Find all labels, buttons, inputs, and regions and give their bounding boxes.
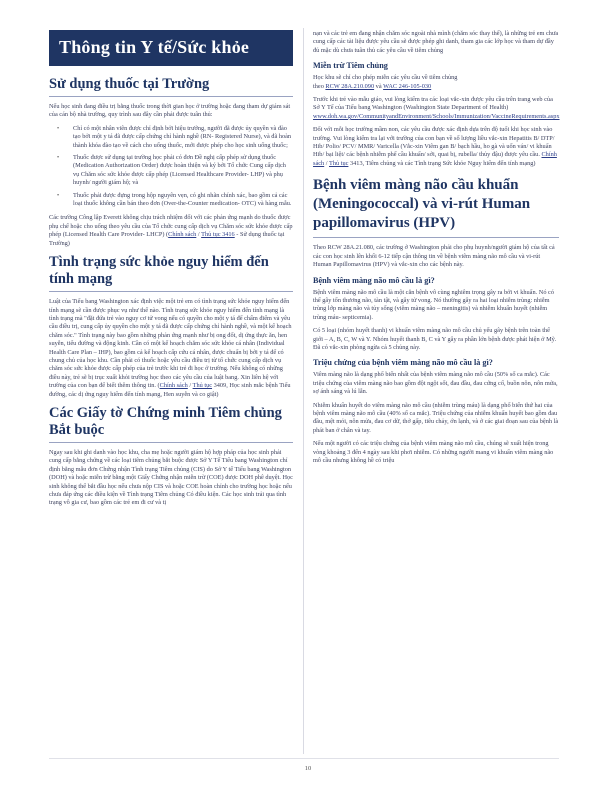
subheading-symptoms: Triệu chứng của bệnh viêm màng não mô cầu là gì? [313,358,493,368]
life-threatening-body: Luật của Tiểu bang Washington xác định việc một trẻ em có tình trạng sức khỏe nguy hiểm đến tính mạng sẽ cần được phục vụ như thế nào. Tình trạng sức khỏe nguy hiểm đến tính mạng là tình trạng mà "đặt đứa trẻ vào nguy cơ tử vong nếu có quyền cho một y tá để chấm điểm và yêu cầu điều trị, cung cấp ủy quyền cho một y tá đã được cấp chứng chỉ hành nghề, và một kế hoạch chăm sóc." Tình trạng này bao gồm những phản ứng mạnh như bị ong đốt, dị ứng thực ăn, hen suyễn, tiểu đường và động kinh. Cần có một kế hoạch chăm sóc sức khỏe cá nhân (Individual Health Care Plan – IHP), bao gồm cả kế hoạch cấp cứu cá nhân, được chuẩn bị bởi y tá để có chung chủ của học khu. Cần phải có thuốc hoặc yêu cầu điều trị từ tổ chức cung cấp dịch vụ chăm sóc sức khỏe được cấp phép của trẻ trước khi trẻ đi học ở trường. Nếu không có những điều này, trẻ sẽ bị trục xuất khỏi trường học theo các yêu cầu của luật bang. Xin liên hệ với trường của con bạn để biết thêm thông tin. (Chính sách / Thủ tục 3409, Học sinh mắc bệnh Tiểu đường, các dị ứng nguy hiểm đến tính mạng, Hen suyễn và co giật) [49,298,292,398]
section-heading-meningococcal: Bệnh viêm màng não cầu khuẩn (Meningococcal) và vi-rút Human papillomavirus (HPV) [313,176,559,238]
bullet-item: • Thuốc được sử dụng tại trường học phải có đơn Đề nghị cấp phép sử dụng thuốc (Medication Authorization Order) được hoàn thiện và ký bởi Tổ chức Cung cấp dịch vụ Chăm sóc sức khỏe được cấp phép (Licensed Healthcare Provider- LHP) và phụ huynh/ người giám hộ; và [57,154,286,187]
procedure-link[interactable]: Thủ tục [192,382,213,390]
doh-link[interactable]: www.doh.wa.gov/CommunityandEnvironment/Schools/Immunization/VaccineRequirements.aspx [313,112,560,120]
page-number: 10 [304,765,312,772]
vaccine-doses-text: Đối với mỗi học trường mầm non, các yêu cầu được xác định dựa trên độ tuổi khi học sinh vào trường. Vui lòng kiểm tra lại với trường của con bạn về số lượng liều vắc-xin Hepatitis B/ DTP/ Hib/ Polio/ PCV/ MMR/ Varicella (Vắc-xin Viêm gan B/ bạch hầu, ho gà và uốn ván/ vi khuẩn Hib/ bại liệt/ các bệnh nhiễm phế cầu khuẩn/ sởi, quai bị, rubella/ thủy đậu) được yêu cầu. Chính sách / Thủ tục 3413, Tiêm chủng và các Tình trạng Sức khỏe Nguy hiểm đến tính mạng) [313,126,557,167]
section-heading-life-threatening: Tình trạng sức khỏe nguy hiểm đến tính mạng [49,254,293,292]
immunization-continued: nạn và các trẻ em đang nhận chăm sóc ngoài nhà mình (chăm sóc thay thế), là những trẻ em chưa cung cấp các tài liệu được yêu cầu sẽ được phép ghi danh, tham gia các lớp học và tham dự đầy đủ mặc dù chưa tuân thủ các yêu cầu về tiêm chủng [313,30,559,54]
rcw-link[interactable]: RCW 28A.210.090 [325,82,375,90]
medication-bullet-list [49,125,293,209]
meningococcal-intro: Theo RCW 28A.21.080, các trường ở Washington phải cho phụ huynh/người giám hộ của tất cả các con học sinh lên khối 6-12 tiếp cận thông tin về bệnh viêm màng não mô cầu và vi-rút Human Papillomavirus (HPV) và vắc-xin cho các bệnh này. [313,244,555,269]
left-column [49,30,293,513]
column-divider [303,28,304,754]
what-is-para-1: Bệnh viêm màng não mô cầu là một căn bệnh vô cùng nghiêm trọng gây ra bởi vi khuẩn. Nó có thể gây tổn thương não, tàn tật, và gây tử vong. Nó thường gây ra hai loại nhiễm trùng: nhiễm trùng lớp màng não và tủy sống (viêm màng não – meningitis) và nhiễm khuẩn huyết (nhiễm trùng máu- septicemia). [313,288,554,321]
exemption-text: Học khu sẽ chỉ cho phép miễn các yêu cầu về tiêm chủng theo RCW 28A.210.090 và WAC 246-105-030 [313,74,458,90]
medication-intro: Nếu học sinh đang điều trị bằng thuốc trong thời gian học ở trường hoặc đang tham dự giám sát của cán bộ nhà trường, quy trình sau đây cần phải được tuân thủ: [49,103,291,119]
bullet-item: • Chỉ có một nhân viên được chỉ định bởi hiệu trưởng, người đã được ủy quyền và đào tạo bởi một y tá đã được cấp chứng chỉ hành nghề (RN- Registered Nurse), và đã hoàn thành khóa đào tạo về cách cho uống thuốc, mới được phép cho học sinh uống thuốc; [57,124,292,149]
bullet-icon: • [57,155,60,162]
subheading-exemption: Miễn trừ Tiêm chủng [313,61,388,71]
section-heading-medication: Sử dụng thuốc tại Trường [49,76,293,97]
symptoms-para-2: Nhiễm khuẩn huyết do viêm màng não mô cầu (nhiễm trùng máu) là dạng phổ biến thứ hai của bệnh viêm màng não mô cầu (40% số ca mắc). Triệu chứng của nhiễm khuẩn huyết bao gồm đau đầu, mệt mỏi, nôn mửa, đau cơ dữ, thở gấp, tiêu chảy, ớn lạnh, và ở các giai đoạn sau của bệnh là phát ban ở chân và tay. [313,401,559,434]
policy-link[interactable]: Chính sách [159,382,188,390]
procedure-link[interactable]: Thủ tục [329,159,349,167]
immunization-body: Ngay sau khi ghi danh vào học khu, cha mẹ hoặc người giám hộ hợp pháp của học sinh phải cung cấp bằng chứng về các loại tiêm chủng bắt buộc được Sở Y Tế Tiểu bang Washington chỉ định bằng mẫu đơn Chứng nhận Tình trạng Tiêm chủng (CIS) do Sở Y tế Tiểu bang Washington (DOH) và hoặc miễn trừ bằng một Giấy Chứng nhận miễn trừ (COE) được DOH phê duyệt. Học sinh không thể bắt đầu học nếu chưa nộp CIS và hoặc COE hoàn chỉnh cho trường học hoặc nếu chưa đáp ứng các điều kiện về Tình trạng Tiêm chủng Có điều kiện. Các học sinh trải qua tình trạng vô gia cư, bao gồm các trẻ em đi cư và tị [49,448,293,507]
bullet-item: • Thuốc phải được đựng trong hộp nguyên vẹn, có ghi nhãn chính xác, bao gồm cả các loại thuốc không cần bán theo đơn (Over-the-Counter medication- OTC) và hàng mẫu. [57,191,292,208]
policy-link[interactable]: Chính sách [168,231,197,239]
right-column [313,30,559,470]
subheading-what-is: Bệnh viêm màng não mô cầu là gì? [313,275,435,285]
medication-disclaimer: Các trường Công lập Everett không chịu trách nhiệm đối với các phản ứng mạnh do thuốc được phụ chế hoặc cho uống theo yêu cầu của Tổ chức cung cấp dịch vụ Chăm sóc sức khỏe được cấp phép (Licensed Health Care Provider- LHCP) (Chính sách / Thủ tục 3416 - Sử dụng thuốc tại Trường) [49,214,293,247]
footer-rule [49,758,559,759]
symptoms-para-3: Nếu một người có các triệu chứng của bệnh viêm màng não mô cầu, chúng sẽ xuất hiện trong vòng khoảng 3 đến 4 ngày sau khi phơi nhiễm. Có những người mang vi khuẩn viêm màng não mô cầu nhưng không hề có triệu [313,440,554,464]
bullet-icon: • [57,125,60,132]
page-banner-title: Thông tin Y tế/Sức khỏe [49,30,293,66]
policy-link[interactable]: Chính sách [313,151,557,167]
wac-link[interactable]: WAC 246-105-030 [383,82,432,90]
symptoms-para-1: Viêm màng não là dạng phổ biến nhất của bệnh viêm màng não mô cầu (50% số ca mắc). Các triệu chứng của viêm màng não bao gồm đột ngột sốt, đau đầu, đau cứng cổ, buồn nôn, nôn mửa, sợ ánh sáng và lú lẫn. [313,371,558,396]
what-is-para-2: Có 5 loại (nhóm huyết thanh) vi khuẩn viêm màng não mô cầu chủ yếu gây bệnh trên toàn thế giới – A, B, C, W và Y. Nhóm huyết thanh B, C và Y gây ra phần lớn bệnh được phát hiện ở Mỹ. Đã có vắc-xin phòng ngừa cả 5 chủng này. [313,327,557,351]
vaccine-requirements-text: Trước khi trẻ vào mẫu giáo, vui lòng kiểm tra các loại vắc-xin được yêu cầu trên trang web của Sở Y Tế của Tiểu bang Washington (Washington State Department of Health) www.doh.wa.gov/CommunityandEnvironment/Schools/Immunization/VaccineRequirements.aspx [313,96,560,120]
section-heading-immunization: Các Giấy tờ Chứng minh Tiêm chủng Bắt buộc [49,405,293,443]
procedure-link[interactable]: Thủ tục 3416 [201,231,235,239]
bullet-icon: • [57,192,60,199]
